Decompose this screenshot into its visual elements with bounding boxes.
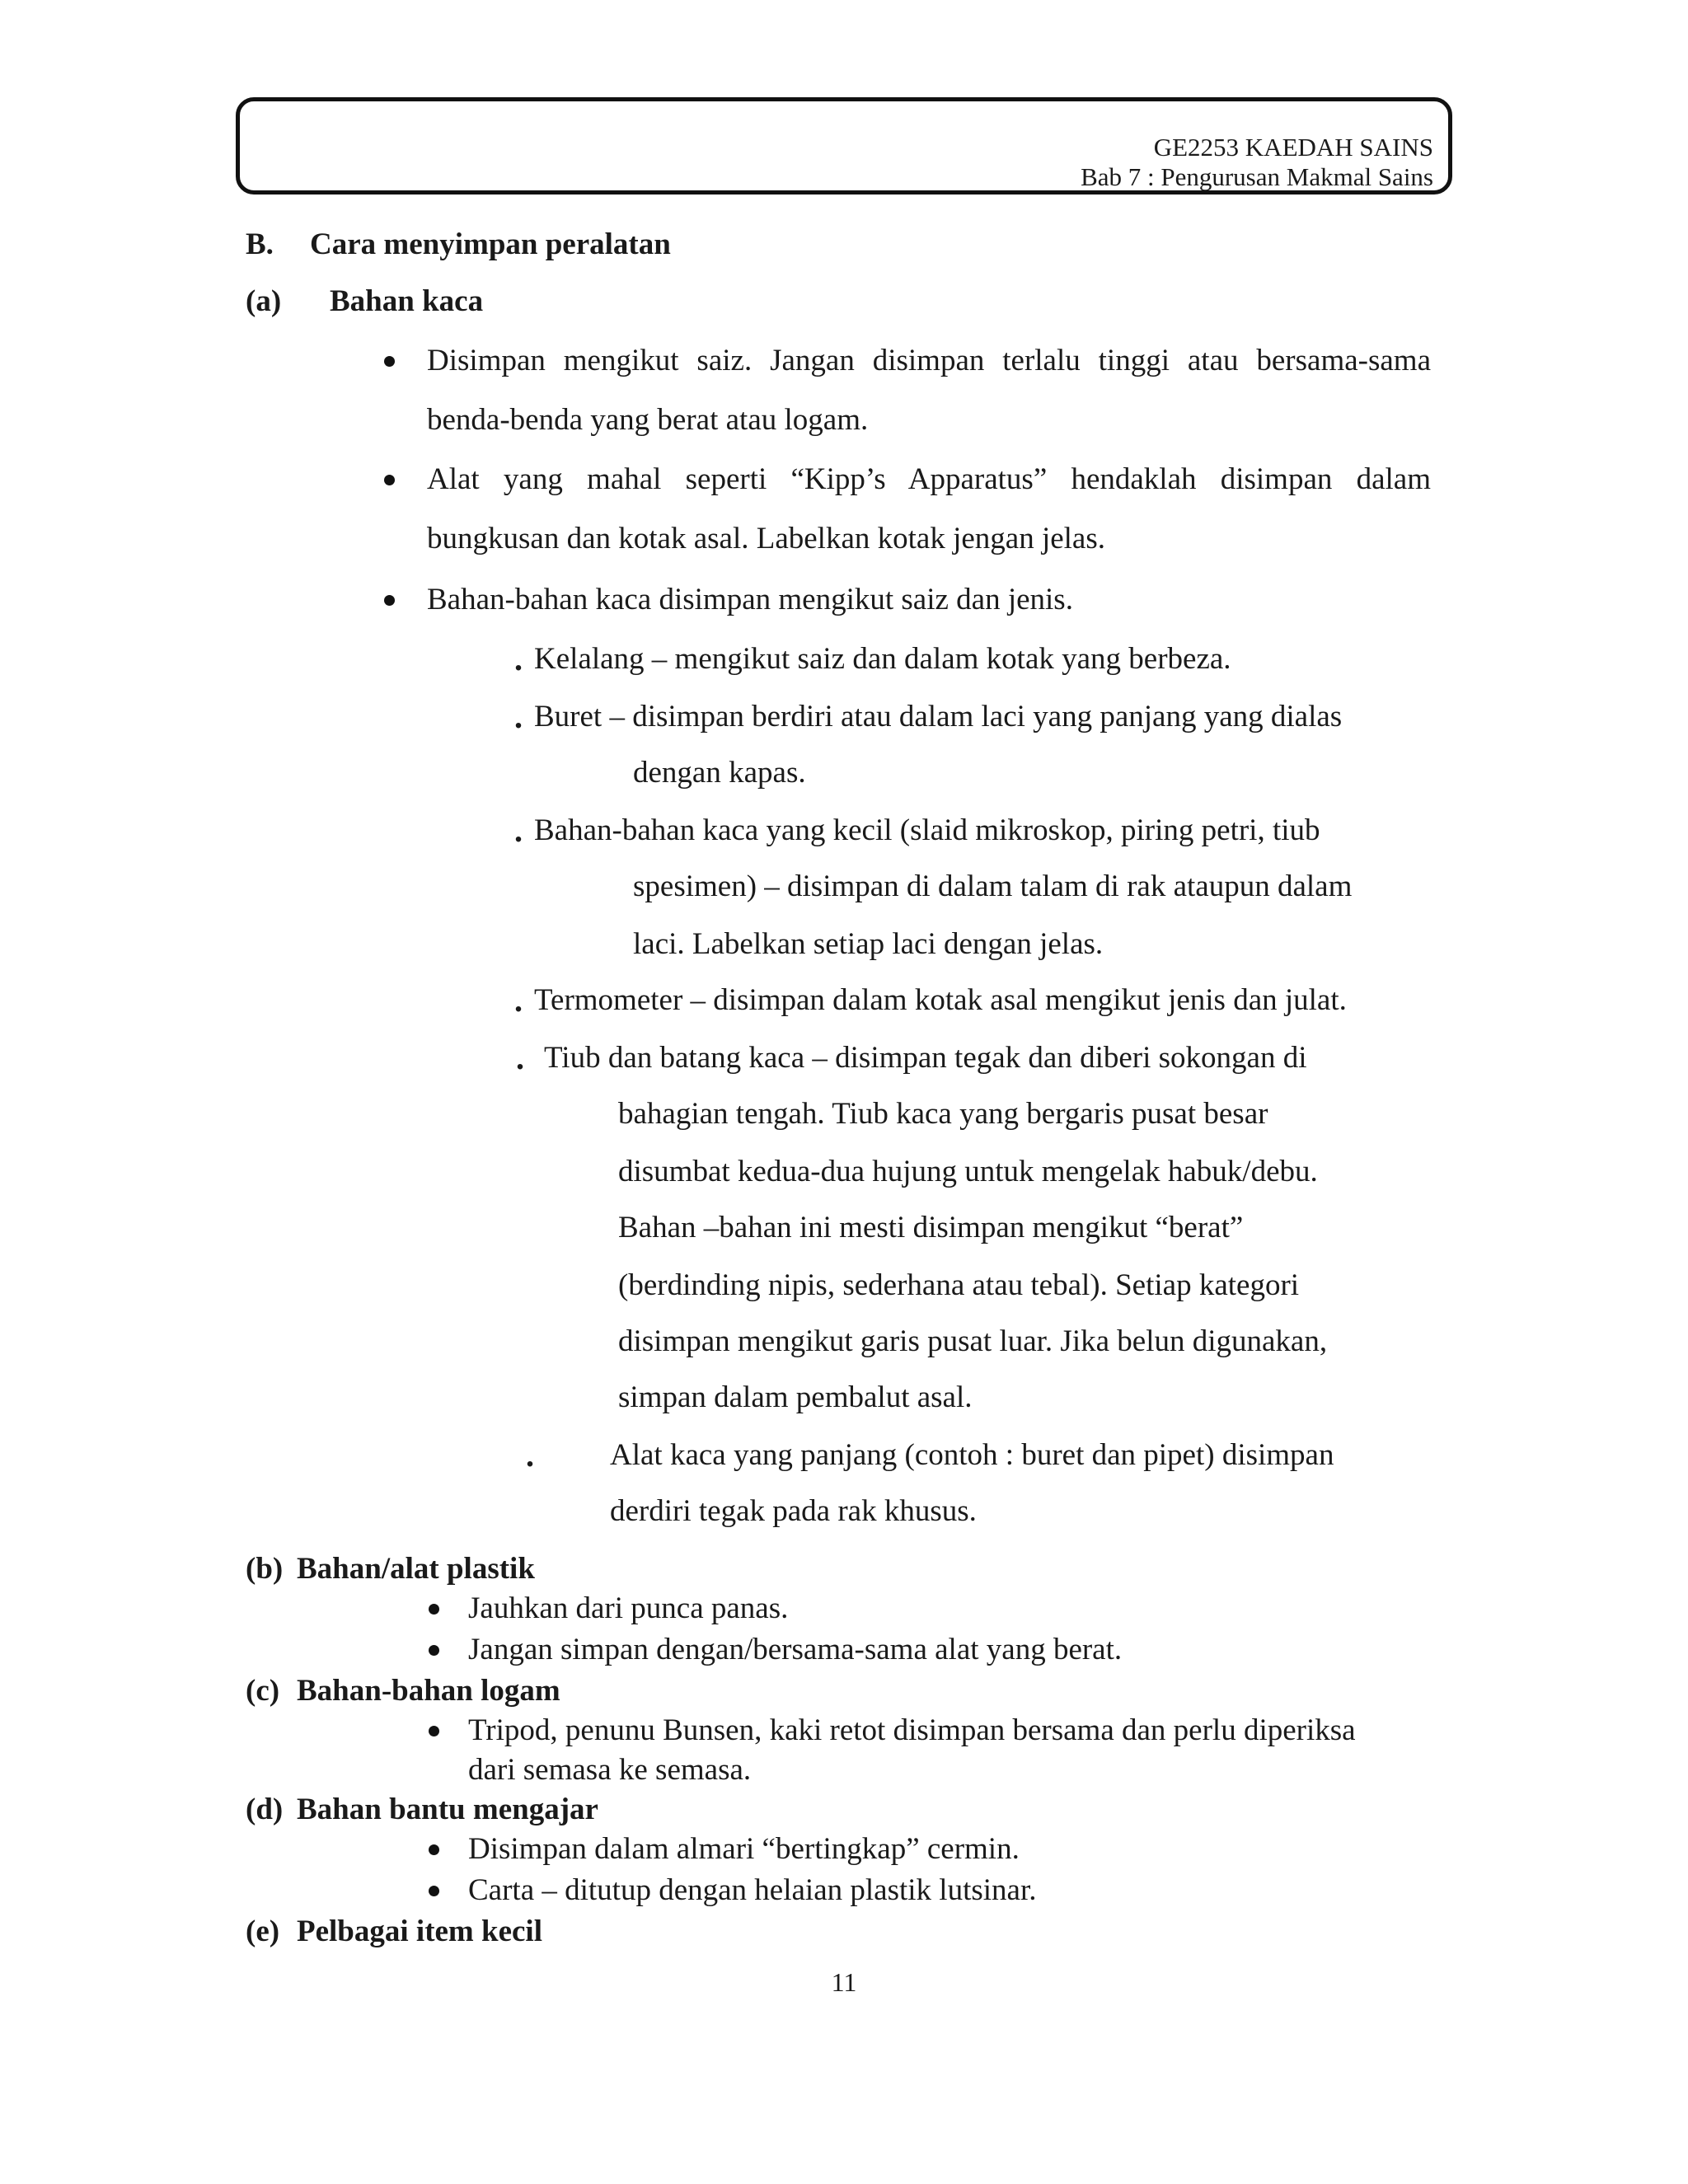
part-a-sub-3-line-3: laci. Labelkan setiap laci dengan jelas. <box>633 927 1104 961</box>
part-b-title: Bahan/alat plastik <box>297 1552 535 1586</box>
bullet-dot <box>429 1645 439 1656</box>
header-course: GE2253 KAEDAH SAINS <box>1153 133 1433 162</box>
part-a-sub-5-line-3: disumbat kedua-dua hujung untuk mengelak habuk/debu. <box>618 1155 1318 1188</box>
part-b-bullet-1: Jauhkan dari punca panas. <box>468 1591 789 1625</box>
bullet-dot <box>429 1844 439 1855</box>
sub-dot: . <box>514 812 523 849</box>
section-title: Cara menyimpan peralatan <box>310 227 671 261</box>
sub-dot: . <box>514 982 523 1019</box>
part-a-sub-5-line-4: Bahan –bahan ini mesti disimpan mengikut “berat” <box>618 1211 1244 1244</box>
part-c-bullet-1-line-1: Tripod, penunu Bunsen, kaki retot disimpan bersama dan perlu diperiksa <box>468 1713 1356 1747</box>
part-a-sub-5-line-2: bahagian tengah. Tiub kaca yang bergaris pusat besar <box>618 1097 1268 1131</box>
part-a-sub-4-line-1: Termometer – disimpan dalam kotak asal mengikut jenis dan julat. <box>534 983 1347 1017</box>
bullet-dot <box>384 356 395 367</box>
part-d-bullet-2: Carta – ditutup dengan helaian plastik lutsinar. <box>468 1873 1037 1907</box>
bullet-dot <box>429 1604 439 1615</box>
part-d-label: (d) <box>246 1793 284 1826</box>
sub-dot: . <box>514 640 523 677</box>
part-b-bullet-2: Jangan simpan dengan/bersama-sama alat yang berat. <box>468 1633 1123 1666</box>
part-e-label: (e) <box>246 1915 280 1948</box>
part-a-bullet-3-line-1: Bahan-bahan kaca disimpan mengikut saiz dan jenis. <box>427 583 1073 616</box>
bullet-dot <box>429 1726 439 1736</box>
part-a-sub-6-line-1: Alat kaca yang panjang (contoh : buret dan pipet) disimpan <box>610 1438 1334 1472</box>
part-a-sub-1-line-1: Kelalang – mengikut saiz dan dalam kotak yang berbeza. <box>534 642 1231 676</box>
part-a-bullet-1-line-1: Disimpan mengikut saiz. Jangan disimpan terlalu tinggi atau bersama-sama <box>427 344 1431 377</box>
part-a-bullet-1-line-2: benda-benda yang berat atau logam. <box>427 403 869 437</box>
part-a-sub-6-line-2: derdiri tegak pada rak khusus. <box>610 1494 977 1528</box>
bullet-dot <box>384 595 395 606</box>
page-header <box>236 97 1452 194</box>
part-a-sub-5-line-5: (berdinding nipis, sederhana atau tebal). Setiap kategori <box>618 1268 1300 1302</box>
sub-dot: . <box>514 698 523 735</box>
part-d-title: Bahan bantu mengajar <box>297 1793 598 1826</box>
section-letter: B. <box>246 227 274 261</box>
part-e-title: Pelbagai item kecil <box>297 1915 542 1948</box>
page-number: 11 <box>831 1967 857 1997</box>
part-a-sub-3-line-2: spesimen) – disimpan di dalam talam di rak ataupun dalam <box>633 869 1353 903</box>
part-a-sub-2-line-1: Buret – disimpan berdiri atau dalam laci yang panjang yang dialas <box>534 700 1343 733</box>
bullet-dot <box>384 475 395 485</box>
part-a-sub-3-line-1: Bahan-bahan kaca yang kecil (slaid mikroskop, piring petri, tiub <box>534 813 1320 847</box>
part-a-sub-5-line-6: disimpan mengikut garis pusat luar. Jika belun digunakan, <box>618 1324 1328 1358</box>
bullet-dot <box>429 1886 439 1896</box>
part-a-title: Bahan kaca <box>330 284 484 318</box>
header-chapter: Bab 7 : Pengurusan Makmal Sains <box>1081 162 1433 191</box>
part-c-title: Bahan-bahan logam <box>297 1674 560 1708</box>
sub-dot: . <box>516 1039 524 1076</box>
part-a-sub-5-line-7: simpan dalam pembalut asal. <box>618 1380 973 1414</box>
part-a-bullet-2-line-1: Alat yang mahal seperti “Kipp’s Apparatus” hendaklah disimpan dalam <box>427 462 1431 496</box>
part-c-bullet-1-line-2: dari semasa ke semasa. <box>468 1753 752 1787</box>
part-d-bullet-1: Disimpan dalam almari “bertingkap” cermin. <box>468 1832 1020 1866</box>
part-a-sub-2-line-2: dengan kapas. <box>633 756 806 790</box>
part-a-label: (a) <box>246 284 282 318</box>
part-b-label: (b) <box>246 1552 284 1586</box>
part-a-sub-5-line-1: Tiub dan batang kaca – disimpan tegak dan diberi sokongan di <box>544 1041 1307 1075</box>
part-a-bullet-2-line-2: bungkusan dan kotak asal. Labelkan kotak jengan jelas. <box>427 522 1105 555</box>
part-c-label: (c) <box>246 1674 280 1708</box>
sub-dot: . <box>526 1436 534 1474</box>
